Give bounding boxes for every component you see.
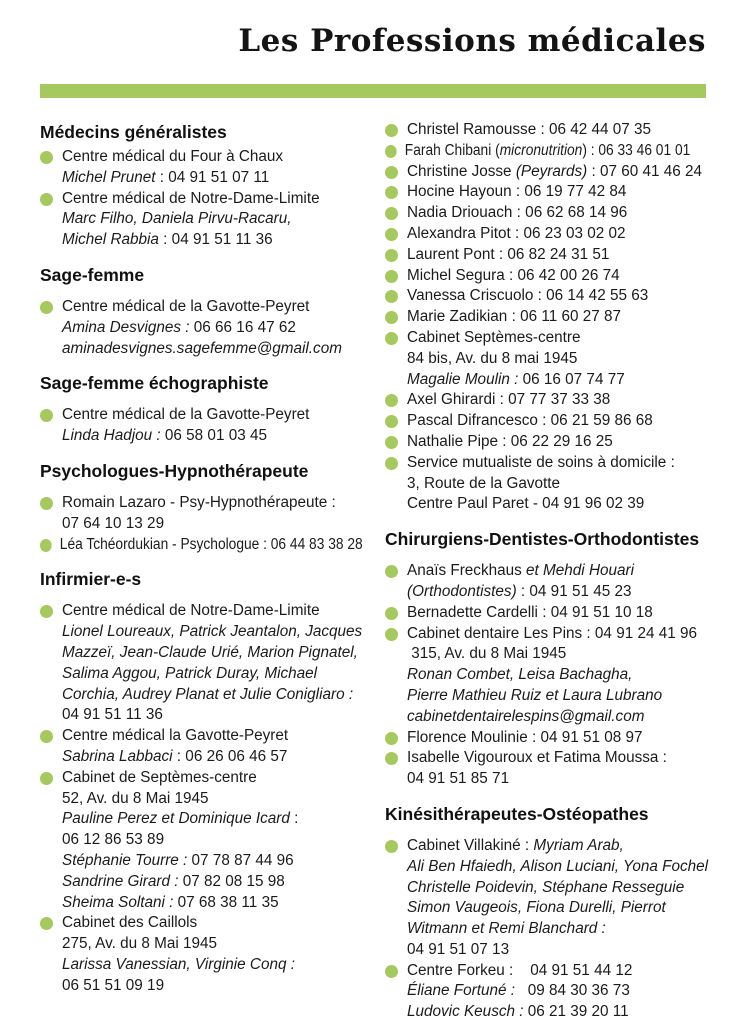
section-heading: Chirurgiens-Dentistes-Orthodontistes bbox=[385, 529, 700, 550]
text-segment: Florence Moulinie : 04 91 51 08 97 bbox=[407, 728, 643, 746]
list-item bbox=[40, 535, 363, 556]
entry-line bbox=[40, 851, 363, 872]
text-segment: Nathalie Pipe : 06 22 29 16 25 bbox=[407, 432, 613, 450]
entry-line bbox=[385, 707, 740, 728]
entry-line bbox=[385, 203, 740, 224]
text-segment: 06 51 51 09 19 bbox=[62, 976, 165, 994]
bullet-icon bbox=[385, 607, 398, 620]
bullet-icon bbox=[385, 840, 398, 853]
entry-line bbox=[40, 514, 363, 535]
entry-line bbox=[40, 318, 363, 339]
text-segment: Christine Josse bbox=[407, 162, 516, 180]
entry-line bbox=[40, 913, 363, 934]
text-segment: : 07 60 41 46 24 bbox=[587, 162, 703, 180]
entry-line bbox=[385, 878, 740, 899]
text-segment: 09 84 30 36 73 bbox=[519, 982, 630, 1000]
text-segment: : 04 91 51 45 23 bbox=[516, 582, 632, 600]
list-item bbox=[385, 266, 740, 287]
text-segment: aminadesvignes.sagefemme@gmail.com bbox=[62, 339, 342, 357]
text-segment: Laurent Pont : 06 82 24 31 51 bbox=[407, 245, 610, 263]
text-segment: Marc Filho, Daniela Pirvu-Racaru, bbox=[62, 210, 292, 228]
entry-line bbox=[40, 830, 363, 851]
entry-line bbox=[40, 535, 363, 556]
bullet-icon bbox=[385, 270, 398, 283]
entry-line bbox=[385, 411, 740, 432]
list-item bbox=[40, 297, 363, 359]
text-segment: 04 91 51 11 36 bbox=[62, 706, 163, 724]
bullet-icon bbox=[385, 207, 398, 220]
text-segment: : 04 91 51 11 36 bbox=[158, 231, 273, 249]
bullet-icon bbox=[385, 415, 398, 428]
list-item bbox=[385, 224, 740, 245]
entry-line bbox=[385, 686, 740, 707]
entry-line bbox=[40, 768, 363, 789]
text-segment: Cabinet Septèmes-centre bbox=[407, 328, 581, 346]
text-segment: Cabinet Villakiné : bbox=[407, 836, 534, 854]
list-item bbox=[385, 748, 740, 790]
bullet-icon bbox=[385, 228, 398, 241]
text-segment: Cabinet dentaire Les Pins : 04 91 24 41 96 bbox=[407, 624, 697, 642]
text-segment: Witmann et Remi Blanchard : bbox=[407, 920, 606, 938]
column-right bbox=[385, 120, 740, 1023]
text-segment: Ronan Combet, Leisa Bachagha, bbox=[407, 666, 633, 684]
text-segment: 04 91 51 85 71 bbox=[407, 770, 510, 788]
entry-line bbox=[385, 836, 740, 857]
entry-line bbox=[385, 120, 740, 141]
accent-bar bbox=[40, 84, 706, 98]
bullet-icon bbox=[385, 124, 398, 137]
text-segment: 04 91 51 07 13 bbox=[407, 940, 510, 958]
entry-line bbox=[40, 664, 363, 685]
text-segment: cabinetdentairelespins@gmail.com bbox=[407, 707, 645, 725]
text-segment: 07 78 87 44 96 bbox=[191, 851, 294, 869]
bullet-icon bbox=[385, 436, 398, 449]
entry-line bbox=[385, 665, 740, 686]
text-segment: Sandrine Girard : bbox=[62, 872, 183, 890]
text-segment: Mazzeï, Jean-Claude Urié, Marion Pignatel, bbox=[62, 643, 358, 661]
text-segment: Centre Forkeu : 04 91 51 44 12 bbox=[407, 961, 633, 979]
list-item bbox=[40, 147, 363, 189]
section-heading: Infirmier-e-s bbox=[40, 569, 142, 590]
bullet-icon bbox=[385, 249, 398, 262]
entry-line bbox=[385, 266, 740, 287]
bullet-icon bbox=[385, 145, 397, 158]
entry-line bbox=[40, 405, 363, 426]
list-item bbox=[385, 728, 740, 749]
text-segment: Larissa Vanessian, Virginie Conq : bbox=[62, 955, 295, 973]
text-segment: Stéphanie Tourre : bbox=[62, 851, 192, 869]
list-item bbox=[385, 182, 740, 203]
text-segment: 275, Av. du 8 Mai 1945 bbox=[62, 935, 218, 953]
list-item bbox=[385, 961, 740, 1023]
entry-line bbox=[40, 726, 363, 747]
list-item bbox=[385, 286, 740, 307]
entry-line bbox=[385, 1002, 740, 1023]
bullet-icon bbox=[385, 752, 398, 765]
text-segment: Myriam Arab, bbox=[533, 836, 624, 854]
text-segment: Michel Rabbia bbox=[62, 231, 159, 249]
columns bbox=[40, 120, 740, 1023]
text-segment: 06 66 16 47 62 bbox=[193, 318, 296, 336]
bullet-icon bbox=[385, 628, 398, 641]
entry-line bbox=[40, 493, 363, 514]
entry-line bbox=[385, 857, 740, 878]
list-item bbox=[40, 768, 363, 914]
entry-line bbox=[385, 349, 740, 370]
text-segment: (Peyrards) bbox=[515, 162, 588, 180]
bullet-icon bbox=[40, 301, 53, 314]
page-title: Les Professions médicales bbox=[238, 23, 706, 59]
text-segment: ) : 06 33 46 01 01 bbox=[582, 141, 691, 159]
text-segment: Christelle Poidevin, Stéphane Resseguie bbox=[407, 878, 685, 896]
entry-line bbox=[40, 230, 363, 251]
section-heading: Sage-femme bbox=[40, 264, 145, 285]
bullet-icon bbox=[385, 166, 398, 179]
text-segment: Michel Segura : 06 42 00 26 74 bbox=[407, 266, 620, 284]
text-segment: Sheima Soltani : bbox=[62, 893, 178, 911]
entry-line bbox=[385, 748, 740, 769]
text-segment: Centre Paul Paret - 04 91 96 02 39 bbox=[407, 495, 645, 513]
list-item bbox=[40, 405, 363, 447]
entry-line bbox=[40, 809, 363, 830]
list-item bbox=[385, 307, 740, 328]
text-segment: Anaïs Freckhaus bbox=[407, 562, 527, 580]
bullet-icon bbox=[385, 394, 398, 407]
entry-line bbox=[40, 147, 363, 168]
text-segment: Michel Prunet bbox=[62, 168, 156, 186]
bullet-icon bbox=[385, 290, 398, 303]
list-item bbox=[385, 603, 740, 624]
text-segment: Pierre Mathieu Ruiz et Laura Lubrano bbox=[407, 686, 663, 704]
bullet-icon bbox=[40, 151, 53, 164]
text-segment: Isabelle Vigouroux et Fatima Moussa : bbox=[407, 749, 667, 767]
text-segment: Amina Desvignes : bbox=[62, 318, 194, 336]
entry-line bbox=[40, 601, 363, 622]
text-segment: 3, Route de la Gavotte bbox=[407, 474, 561, 492]
entry-line bbox=[385, 919, 740, 940]
entry-line bbox=[385, 644, 740, 665]
text-segment: Marie Zadikian : 06 11 60 27 87 bbox=[407, 308, 622, 326]
list-item bbox=[385, 411, 740, 432]
text-segment: Éliane Fortuné : bbox=[407, 982, 520, 1000]
entry-line bbox=[385, 561, 740, 582]
text-segment: Ludovic Keusch : bbox=[407, 1003, 528, 1021]
list-item bbox=[385, 141, 740, 162]
entry-line bbox=[40, 297, 363, 318]
entry-line bbox=[40, 685, 363, 706]
bullet-icon bbox=[385, 457, 398, 470]
list-item bbox=[385, 624, 740, 728]
text-segment: Ali Ben Hfaiedh, Alison Luciani, Yona Fochel bbox=[407, 857, 709, 875]
entry-line bbox=[40, 339, 363, 360]
list-item bbox=[40, 913, 363, 996]
list-item bbox=[385, 120, 740, 141]
entry-line bbox=[40, 643, 363, 664]
bullet-icon bbox=[40, 917, 53, 930]
bullet-icon bbox=[385, 186, 398, 199]
entry-line bbox=[385, 224, 740, 245]
text-segment: Salima Aggou, Patrick Duray, Michael bbox=[62, 664, 318, 682]
section-heading: Médecins généralistes bbox=[40, 122, 227, 142]
list-item bbox=[385, 561, 740, 603]
text-segment: 07 68 38 11 35 bbox=[177, 893, 279, 911]
entry-line bbox=[385, 981, 740, 1002]
entry-line bbox=[385, 961, 740, 982]
text-segment: Alexandra Pitot : 06 23 03 02 02 bbox=[407, 224, 626, 242]
entry-line bbox=[40, 976, 363, 997]
bullet-icon bbox=[385, 311, 398, 324]
entry-line bbox=[385, 624, 740, 645]
text-segment: Christel Ramousse : 06 42 44 07 35 bbox=[407, 121, 652, 138]
entry-line bbox=[40, 189, 363, 210]
text-segment: Centre médical du Four à Chaux bbox=[62, 148, 284, 165]
column-left bbox=[40, 120, 363, 1023]
text-segment: Nadia Driouach : 06 62 68 14 96 bbox=[407, 204, 628, 222]
entry-line bbox=[385, 328, 740, 349]
entry-line bbox=[40, 893, 363, 914]
list-item bbox=[385, 245, 740, 266]
text-segment: Pascal Difrancesco : 06 21 59 86 68 bbox=[407, 412, 653, 430]
section-heading: Sage-femme échographiste bbox=[40, 373, 269, 394]
section-heading: Psychologues-Hypnothérapeute bbox=[40, 460, 309, 481]
entry-line bbox=[40, 747, 363, 768]
text-segment: 84 bis, Av. du 8 mai 1945 bbox=[407, 349, 578, 367]
bullet-icon bbox=[40, 193, 53, 206]
text-segment: Sabrina Labbaci bbox=[62, 747, 173, 765]
entry-line bbox=[385, 307, 740, 328]
entry-line bbox=[385, 390, 740, 411]
entry-line bbox=[40, 426, 363, 447]
entry-line bbox=[385, 286, 740, 307]
text-segment: Centre médical la Gavotte-Peyret bbox=[62, 727, 289, 745]
text-segment: micronutrition bbox=[499, 141, 583, 159]
text-segment: Lionel Loureaux, Patrick Jeantalon, Jacques bbox=[62, 623, 363, 641]
text-segment: 06 16 07 74 77 bbox=[522, 370, 625, 388]
text-segment: : bbox=[289, 810, 299, 828]
entry-line bbox=[385, 898, 740, 919]
list-item bbox=[385, 453, 740, 515]
section-heading: Kinésithérapeutes-Ostéopathes bbox=[385, 803, 649, 824]
entry-line bbox=[385, 432, 740, 453]
entry-line bbox=[385, 582, 740, 603]
entry-line bbox=[40, 622, 363, 643]
bullet-icon bbox=[385, 965, 398, 978]
entry-line bbox=[385, 474, 740, 495]
list-item bbox=[40, 601, 363, 726]
entry-line bbox=[385, 769, 740, 790]
list-item bbox=[385, 328, 740, 390]
text-segment: Linda Hadjou : bbox=[62, 427, 165, 445]
text-segment: Simon Vaugeois, Fiona Durelli, Pierrot bbox=[407, 899, 666, 917]
entry-line bbox=[385, 940, 740, 961]
text-segment: 06 12 86 53 89 bbox=[62, 831, 165, 849]
list-item bbox=[40, 726, 363, 768]
bullet-icon bbox=[40, 605, 53, 618]
bullet-icon bbox=[40, 730, 53, 743]
text-segment: Hocine Hayoun : 06 19 77 42 84 bbox=[407, 183, 627, 201]
entry-line bbox=[40, 789, 363, 810]
entry-line bbox=[40, 934, 363, 955]
entry-line bbox=[40, 955, 363, 976]
list-item bbox=[385, 390, 740, 411]
entry-line bbox=[40, 872, 363, 893]
text-segment: Centre médical de la Gavotte-Peyret bbox=[62, 406, 310, 424]
entry-line bbox=[40, 168, 363, 189]
bullet-icon bbox=[40, 772, 53, 785]
text-segment: Centre médical de Notre-Dame-Limite bbox=[62, 189, 320, 207]
text-segment: : 04 91 51 07 11 bbox=[155, 168, 270, 186]
bullet-icon bbox=[385, 732, 398, 745]
entry-line bbox=[385, 162, 740, 183]
list-item bbox=[385, 432, 740, 453]
list-item bbox=[40, 189, 363, 251]
entry-line bbox=[385, 245, 740, 266]
list-item bbox=[385, 836, 740, 961]
text-segment: Farah Chibani ( bbox=[404, 141, 500, 159]
entry-line bbox=[385, 182, 740, 203]
entry-line bbox=[385, 141, 705, 162]
bullet-icon bbox=[385, 332, 398, 345]
text-segment: Cabinet des Caillols bbox=[62, 914, 198, 932]
list-item bbox=[385, 203, 740, 224]
bullet-icon bbox=[385, 565, 398, 578]
entry-line bbox=[385, 453, 740, 474]
text-segment: Corchia, Audrey Planat et Julie Conigliaro : bbox=[62, 685, 354, 703]
entry-line bbox=[385, 603, 740, 624]
entry-line bbox=[385, 728, 740, 749]
entry-line bbox=[40, 705, 363, 726]
entry-line bbox=[385, 494, 740, 515]
text-segment: Magalie Moulin : bbox=[407, 370, 523, 388]
text-segment: (Orthodontistes) bbox=[407, 582, 517, 600]
text-segment: 06 21 39 20 11 bbox=[527, 1003, 629, 1021]
text-segment: Service mutualiste de soins à domicile : bbox=[407, 453, 675, 471]
list-item bbox=[385, 162, 740, 183]
text-segment: Cabinet de Septèmes-centre bbox=[62, 768, 257, 786]
bullet-icon bbox=[40, 539, 52, 552]
text-segment: : 06 26 06 46 57 bbox=[172, 747, 288, 765]
text-segment: 06 58 01 03 45 bbox=[164, 427, 267, 445]
text-segment: 07 82 08 15 98 bbox=[182, 872, 285, 890]
entry-line bbox=[385, 370, 740, 391]
text-segment: Léa Tchéordukian - Psychologue : 06 44 83 38 28 bbox=[59, 535, 363, 553]
text-segment: Romain Lazaro - Psy-Hypnothérapeute : bbox=[62, 493, 336, 511]
list-item bbox=[40, 493, 363, 535]
text-segment: et Mehdi Houari bbox=[526, 562, 635, 580]
bullet-icon bbox=[40, 409, 53, 422]
text-segment: Axel Ghirardi : 07 77 37 33 38 bbox=[407, 391, 611, 409]
text-segment: Centre médical de la Gavotte-Peyret bbox=[62, 297, 310, 315]
text-segment: Vanessa Criscuolo : 06 14 42 55 63 bbox=[407, 287, 649, 305]
text-segment: Centre médical de Notre-Dame-Limite bbox=[62, 602, 320, 620]
text-segment: 315, Av. du 8 Mai 1945 bbox=[407, 645, 567, 663]
text-segment: 52, Av. du 8 Mai 1945 bbox=[62, 789, 209, 807]
text-segment: Bernadette Cardelli : 04 91 51 10 18 bbox=[407, 603, 653, 621]
text-segment: Pauline Perez et Dominique Icard bbox=[62, 810, 290, 828]
bullet-icon bbox=[40, 497, 53, 510]
entry-line bbox=[40, 209, 363, 230]
text-segment: 07 64 10 13 29 bbox=[62, 514, 165, 532]
